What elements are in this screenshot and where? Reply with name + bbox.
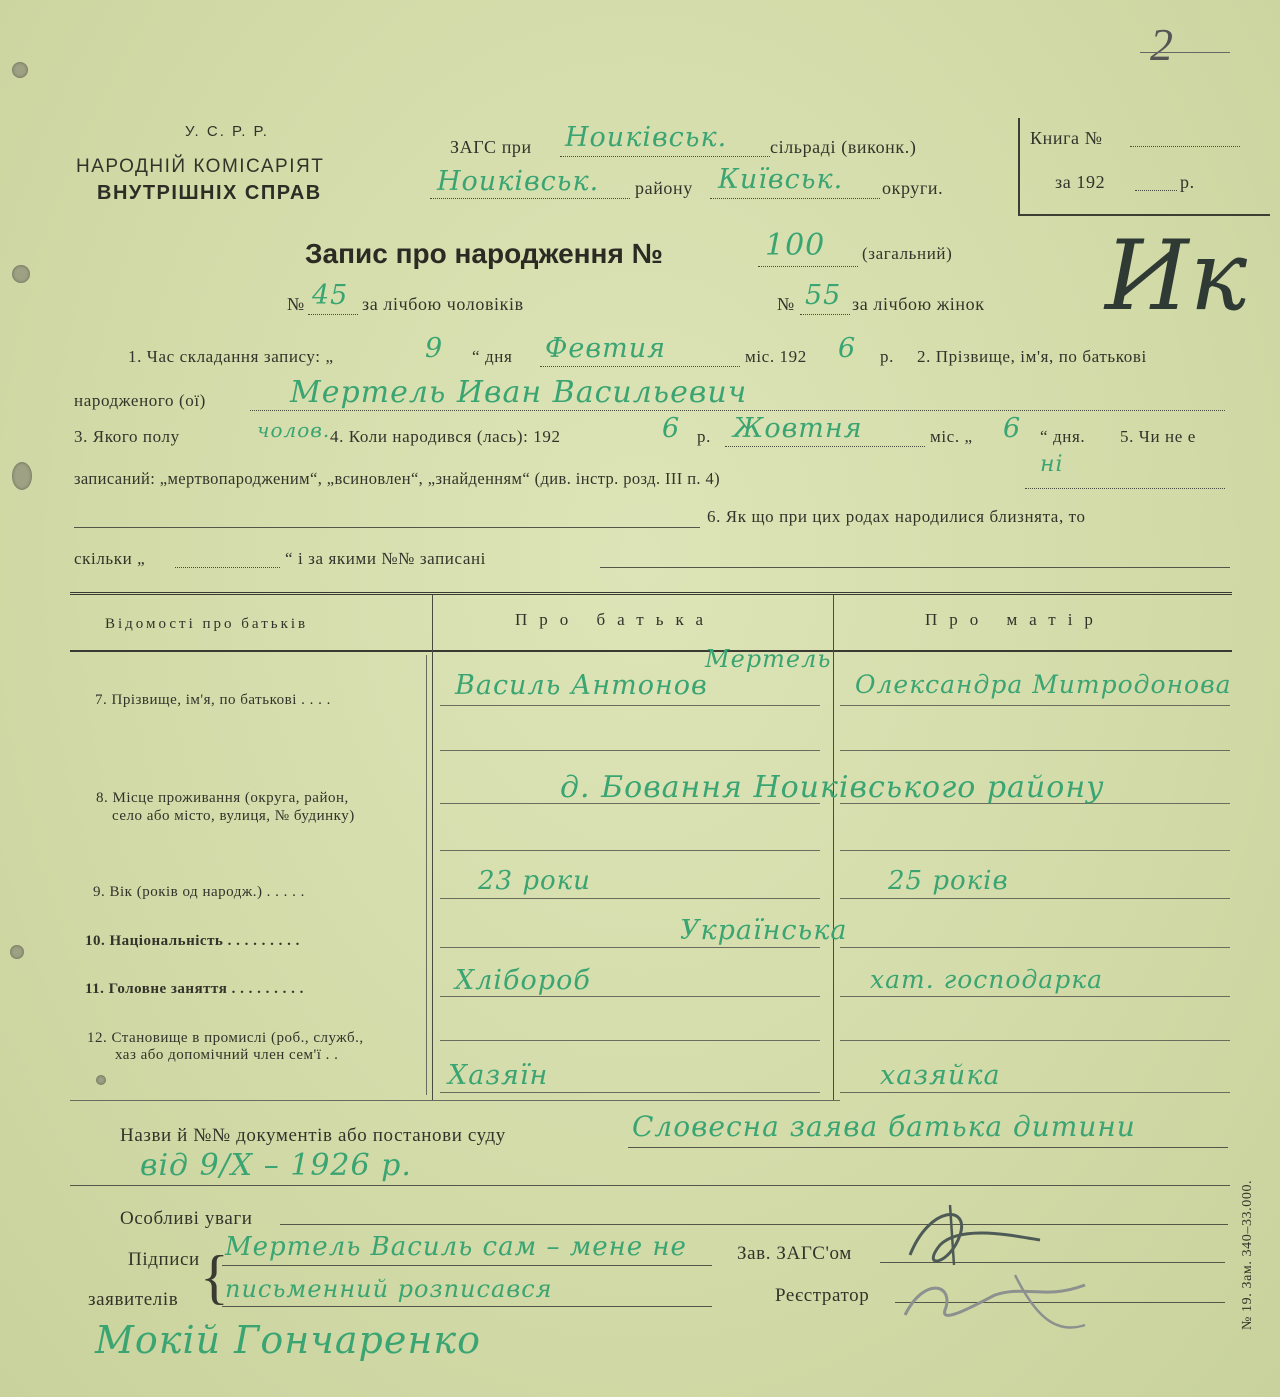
notes-label: Особливі уваги — [120, 1208, 253, 1229]
okruha-handwritten: Київськ. — [718, 164, 844, 195]
field5-line2: записаний: „мертвопародженим“, „всиновлен“, „знайденням“ (див. інстр. розд. III п. 4) — [74, 469, 721, 488]
field1-day-handwritten: 9 — [425, 333, 444, 364]
punch-hole — [10, 945, 24, 959]
field5-label: 5. Чи не е — [1120, 427, 1196, 446]
field3-label: 3. Якого полу — [74, 427, 180, 446]
field5-answer-handwritten: ні — [1040, 452, 1064, 477]
zags-village-handwritten: Ноиківськ. — [565, 122, 728, 153]
field4-year-handwritten: 6 — [662, 413, 681, 444]
punch-hole — [12, 265, 30, 283]
row7-father-handwritten: Василь Антонов — [455, 670, 708, 701]
field1-year-suffix: р. — [880, 347, 894, 366]
commissariat-line1: НАРОДНІЙ КОМІСАРІЯТ — [76, 156, 325, 177]
okruha-label: округи. — [882, 178, 944, 198]
book-year-prefix: за 192 — [1055, 172, 1106, 192]
row10-label: 10. Національність . . . . . . . . . — [85, 933, 300, 949]
field6-records-label: “ і за якими №№ записані — [285, 549, 487, 568]
field4-day-close: “ дня. — [1040, 427, 1086, 446]
field1-month-label: міс. 192 — [745, 347, 807, 366]
table-header-info: Відомості про батьків — [105, 616, 309, 632]
record-number-handwritten: 100 — [765, 228, 826, 263]
margin-mark-handwritten: Ик — [1105, 220, 1249, 332]
row7-label: 7. Прізвище, ім'я, по батькові . . . . — [95, 692, 331, 708]
book-label: Книга № — [1030, 128, 1103, 148]
record-title: Запис про народження № — [305, 238, 663, 269]
female-no-prefix: № — [777, 294, 795, 314]
registrar-label: Реєстратор — [775, 1285, 870, 1306]
female-label: за лічбою жінок — [852, 294, 985, 314]
male-no-handwritten: 45 — [312, 280, 349, 311]
field4-r: р. — [697, 427, 711, 446]
zags-suffix: сільраді (виконк.) — [770, 137, 917, 157]
print-code: № 19. Зам. 340–33.000. — [1240, 1179, 1255, 1330]
registrar-signature-scribble — [895, 1255, 1095, 1350]
field1-year-handwritten: 6 — [838, 333, 857, 364]
row9-mother-handwritten: 25 років — [888, 866, 1009, 896]
row11-label: 11. Головне заняття . . . . . . . . . — [85, 981, 304, 997]
field4-label: 4. Коли народився (лась): 192 — [330, 427, 561, 446]
row7-shared-surname-handwritten: Мертель — [705, 645, 832, 673]
district-handwritten: Ноиківськ. — [437, 166, 600, 197]
table-header-father: Про батька — [515, 610, 716, 629]
female-no-handwritten: 55 — [805, 280, 842, 311]
row11-father-handwritten: Хлібороб — [455, 965, 591, 996]
table-header-mother: Про матір — [925, 610, 1105, 629]
row12-mother-handwritten: хазяйка — [880, 1060, 1001, 1091]
field3-sex-handwritten: чолов. — [257, 418, 331, 442]
newborn-label: народженого (ої) — [74, 391, 206, 410]
row9-label: 9. Вік (років од народж.) . . . . . — [93, 884, 305, 900]
page-number: 2 — [1150, 19, 1173, 70]
applicant-signature-line2: письменний розписався — [225, 1275, 553, 1303]
punch-hole — [12, 62, 28, 78]
signatures-label-line2: заявителів — [88, 1289, 179, 1310]
general-label: (загальний) — [862, 244, 953, 263]
row10-shared-handwritten: Українська — [680, 915, 848, 946]
newborn-name-handwritten: Мертель Иван Васильевич — [290, 375, 748, 410]
commissariat-line2: ВНУТРІШНІХ СПРАВ — [97, 182, 322, 204]
row12-father-handwritten: Хазяїн — [448, 1060, 549, 1091]
row9-father-handwritten: 23 роки — [478, 866, 591, 896]
zags-head-label: Зав. ЗАГС'ом — [737, 1243, 852, 1264]
book-year-suffix: р. — [1180, 172, 1195, 192]
row8-label-line1: 8. Місце проживання (округа, район, — [96, 790, 349, 806]
male-no-prefix: № — [287, 294, 305, 314]
documents-handwritten: Словесна заява батька дитини — [632, 1110, 1136, 1143]
district-label: району — [635, 178, 693, 198]
documents-date-handwritten: від 9/X – 1926 р. — [140, 1148, 412, 1183]
field4-month-handwritten: Жовтня — [733, 413, 863, 444]
field6-count-prefix: скільки „ — [74, 549, 146, 568]
witness-signature: Мокій Гончаренко — [95, 1318, 481, 1362]
row12-label-line2: хаз або допомічний член сем'ї . . — [115, 1047, 339, 1063]
signatures-label-line1: Підписи — [128, 1249, 200, 1270]
row7-mother-handwritten: Олександра Митродонова — [855, 670, 1232, 699]
field2-label: 2. Прізвище, ім'я, по батькові — [917, 347, 1147, 366]
signatures-brace: { — [200, 1244, 229, 1310]
field1-month-handwritten: Февтия — [545, 333, 666, 364]
field4-month-label: міс. „ — [930, 427, 973, 446]
row8-label-line2: село або місто, вулиця, № будинку) — [112, 808, 355, 824]
male-label: за лічбою чоловіків — [362, 294, 524, 314]
punch-hole — [96, 1075, 106, 1085]
zags-prefix: ЗАГС при — [450, 137, 532, 157]
field4-day-handwritten: 6 — [1003, 413, 1022, 444]
punch-hole — [12, 462, 32, 490]
row11-mother-handwritten: хат. господарка — [870, 965, 1104, 994]
applicant-signature-line1: Мертель Василь сам – мене не — [225, 1232, 687, 1262]
row8-shared-handwritten: д. Бовання Ноиківського району — [560, 770, 1105, 805]
field1-label: 1. Час складання запису: „ — [128, 347, 334, 366]
row12-label-line1: 12. Становище в промислі (роб., служб., — [87, 1030, 364, 1046]
ussr-label: У. С. Р. Р. — [185, 123, 269, 140]
field1-day-close: “ дня — [472, 347, 513, 366]
field6-label: 6. Як що при цих родах народилися близнята, то — [707, 507, 1086, 526]
documents-label: Назви й №№ документів або постанови суду — [120, 1125, 506, 1146]
